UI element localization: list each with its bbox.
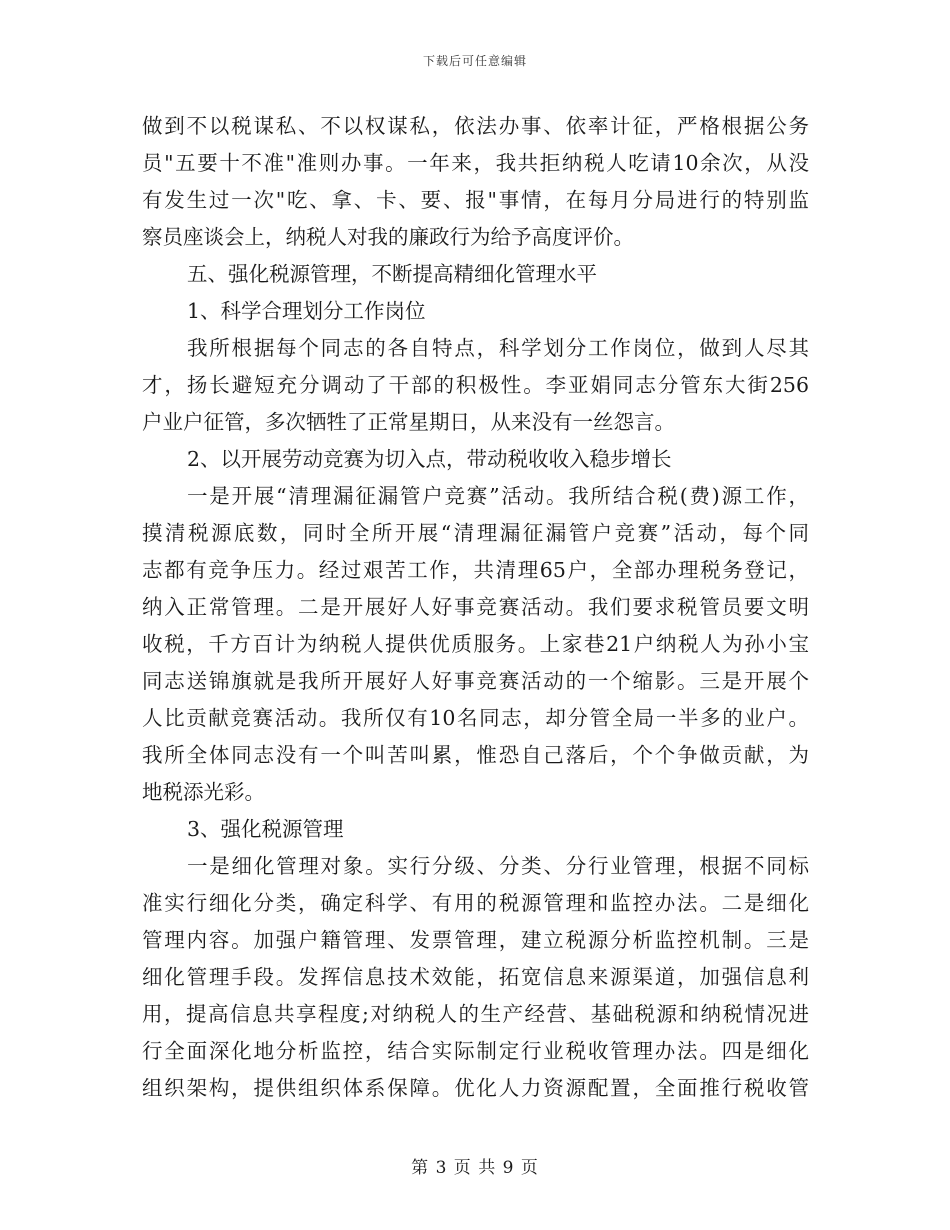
text-line: 我所全体同志没有一个叫苦叫累，惟恐自己落后，个个争做贡献，为 [142,743,809,767]
text-line: 有发生过一次"吃、拿、卡、要、报"事情，在每月分局进行的特别监 [142,188,809,212]
text-line: 准实行细化分类，确定科学、有用的税源管理和监控办法。二是细化 [142,891,809,915]
text-line: 2、以开展劳动竞赛为切入点，带动税收收入稳步增长 [187,447,672,471]
text-line: 一是开展“清理漏征漏管户竞赛”活动。我所结合税(费)源工作， [187,484,809,508]
text-line: 纳入正常管理。二是开展好人好事竞赛活动。我们要求税管员要文明 [142,595,809,619]
text-line: 地税添光彩。 [142,780,265,804]
text-line: 才，扬长避短充分调动了干部的积极性。李亚娟同志分管东大街256 [142,373,809,397]
text-line: 一是细化管理对象。实行分级、分类、分行业管理，根据不同标 [187,854,809,878]
text-line: 3、强化税源管理 [187,817,344,841]
text-line: 户业户征管，多次牺牲了正常星期日，从来没有一丝怨言。 [142,410,675,434]
document-body [142,108,809,1107]
text-line: 收税，千方百计为纳税人提供优质服务。上家巷21户纳税人为孙小宝 [142,632,809,656]
text-line: 志都有竞争压力。经过艰苦工作，共清理65户，全部办理税务登记， [142,558,809,582]
text-line: 摸清税源底数，同时全所开展“清理漏征漏管户竞赛”活动，每个同 [142,521,809,545]
text-line: 做到不以税谋私、不以权谋私，依法办事、依率计征，严格根据公务 [142,114,809,138]
text-line: 员"五要十不准"准则办事。一年来，我共拒纳税人吃请10余次，从没 [142,151,809,175]
text-line: 我所根据每个同志的各自特点，科学划分工作岗位，做到人尽其 [187,336,809,360]
page-number-footer: 第 3 页 共 9 页 [411,1158,539,1178]
text-line: 细化管理手段。发挥信息技术效能，拓宽信息来源渠道，加强信息利 [142,965,809,989]
text-line: 用，提高信息共享程度;对纳税人的生产经营、基础税源和纳税情况进 [142,1002,809,1026]
text-line: 组织架构，提供组织体系保障。优化人力资源配置，全面推行税收管 [142,1076,809,1100]
page-header: 下载后可任意编辑 [422,54,527,68]
text-line: 管理内容。加强户籍管理、发票管理，建立税源分析监控机制。三是 [142,928,809,952]
text-line: 人比贡献竞赛活动。我所仅有10名同志，却分管全局一半多的业户。 [142,706,809,730]
text-line: 察员座谈会上，纳税人对我的廉政行为给予高度评价。 [142,225,634,249]
text-line: 五、强化税源管理，不断提高精细化管理水平 [187,262,597,286]
text-line: 行全面深化地分析监控，结合实际制定行业税收管理办法。四是细化 [142,1039,809,1063]
text-line: 同志送锦旗就是我所开展好人好事竞赛活动的一个缩影。三是开展个 [142,669,809,693]
text-line: 1、科学合理划分工作岗位 [187,299,426,323]
